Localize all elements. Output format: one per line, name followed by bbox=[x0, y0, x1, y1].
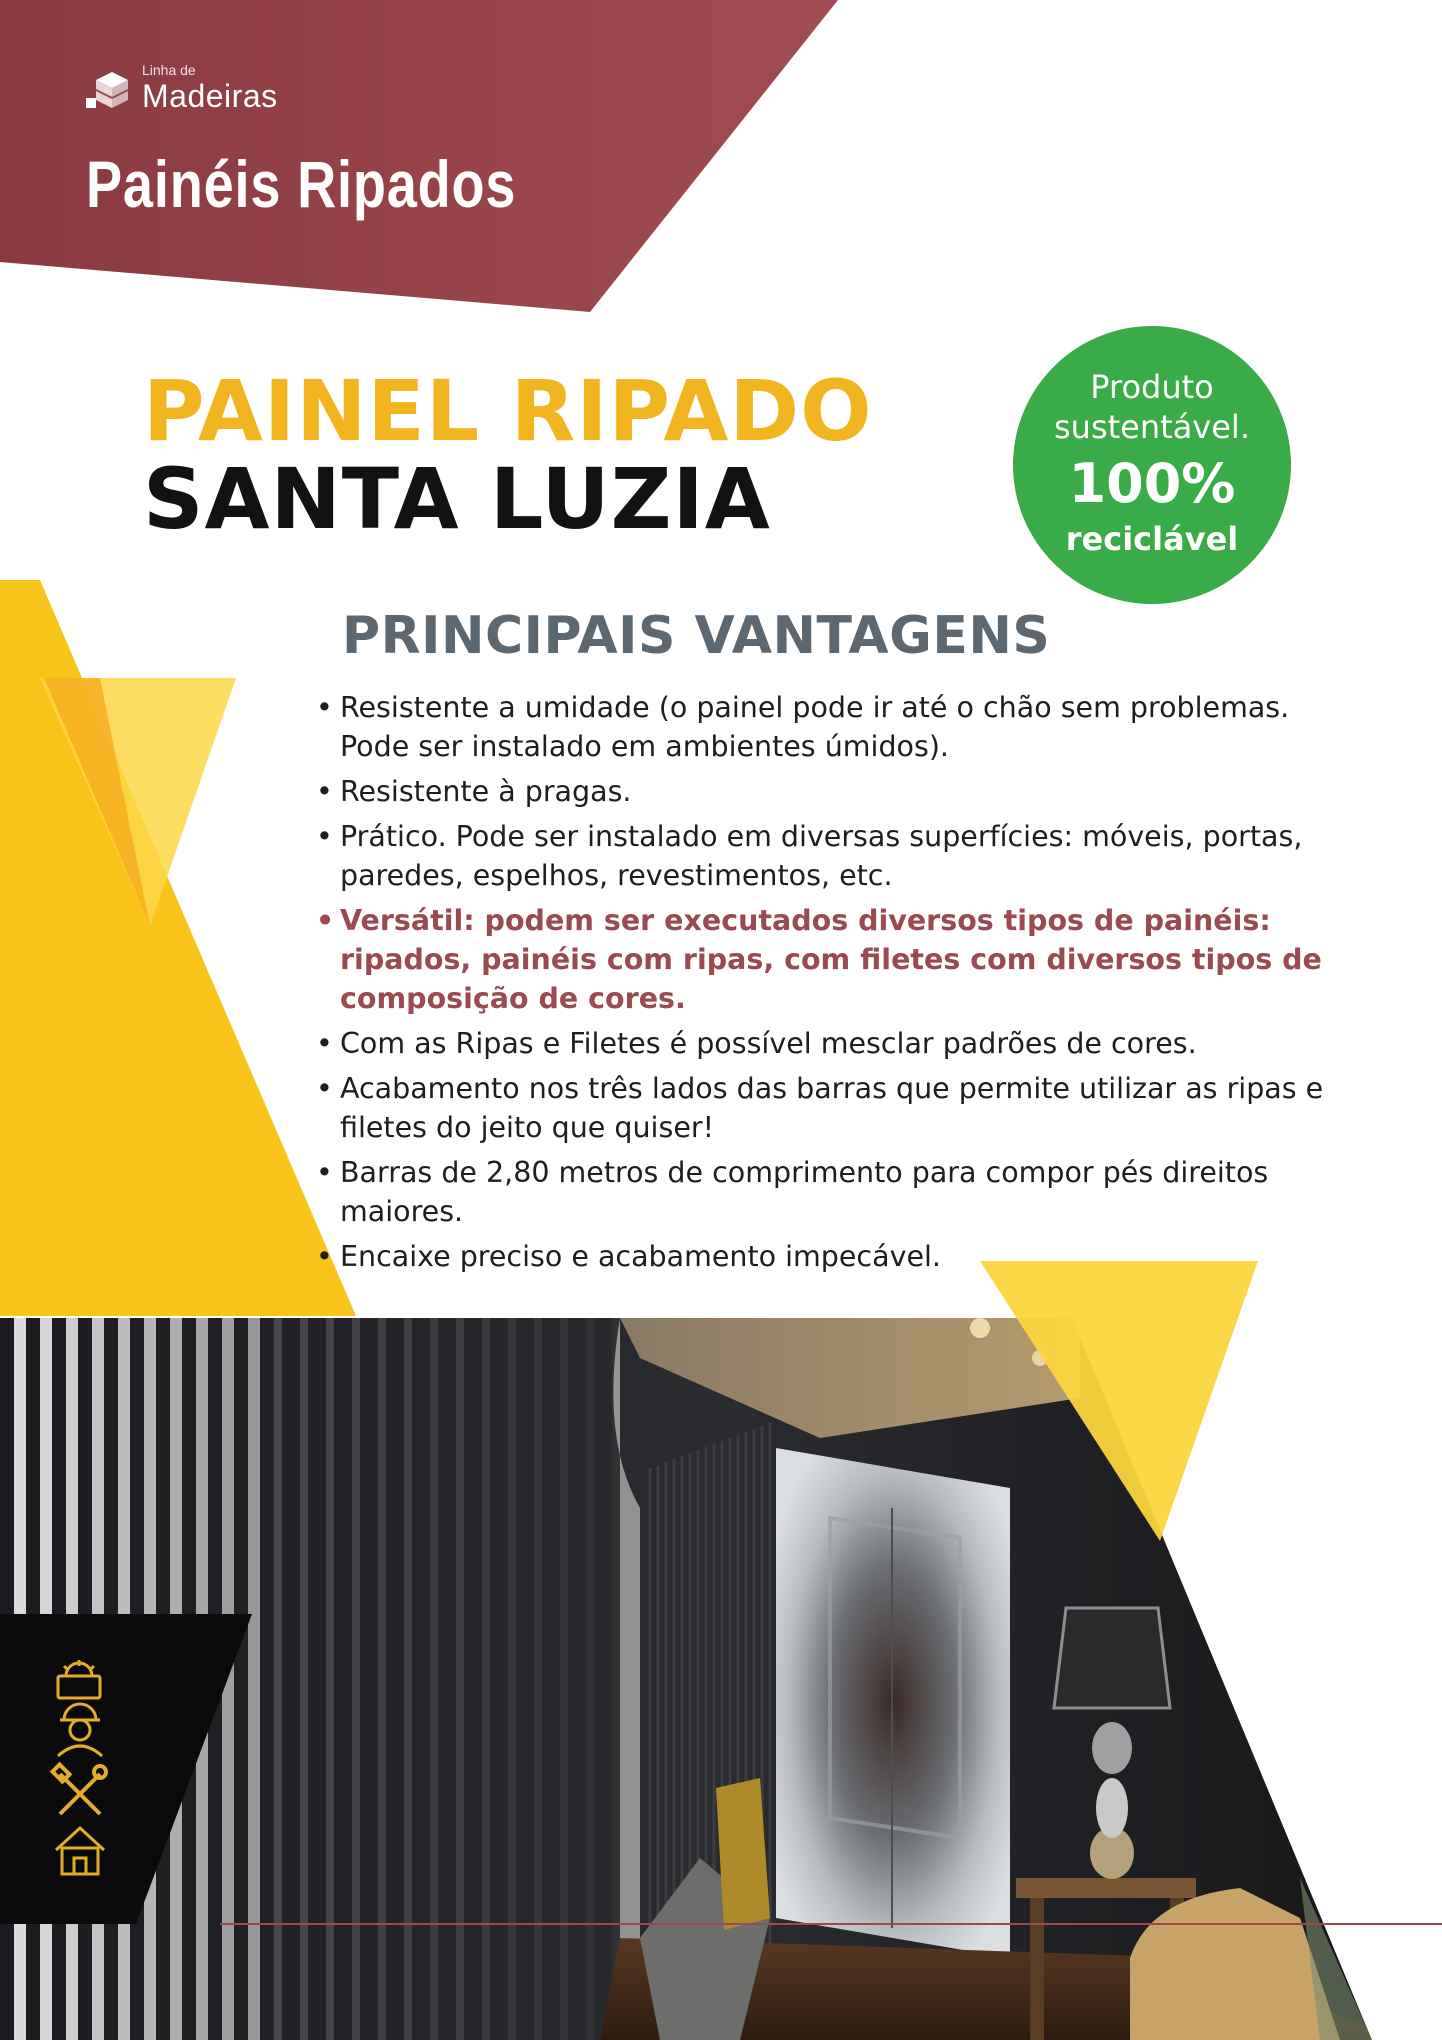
wall-slat bbox=[482, 1318, 490, 2040]
wall-slat bbox=[404, 1318, 412, 2040]
wall-slat bbox=[326, 1318, 334, 2040]
brand-name: Madeiras bbox=[142, 78, 278, 114]
badge-line1: Produto bbox=[1090, 368, 1214, 406]
wall-slat bbox=[300, 1318, 308, 2040]
wall-slat bbox=[586, 1318, 594, 2040]
badge-line4: reciclável bbox=[1065, 520, 1239, 558]
product-title-line1: PAINEL RIPADO bbox=[143, 362, 873, 460]
sustainable-badge bbox=[1013, 326, 1291, 604]
advantage-item: • Encaixe preciso e acabamento impecável. bbox=[316, 1237, 1366, 1276]
advantages-heading: PRINCIPAIS VANTAGENS bbox=[342, 606, 1051, 666]
wall-slat bbox=[378, 1318, 386, 2040]
badge-line2: sustentável. bbox=[1054, 408, 1250, 446]
advantage-item: • Barras de 2,80 metros de comprimento para compor pés direitos maiores. bbox=[316, 1153, 1366, 1231]
header-title: Painéis Ripados bbox=[86, 147, 517, 221]
wall-slat bbox=[560, 1318, 568, 2040]
advantage-item: • Resistente à pragas. bbox=[316, 772, 1366, 811]
product-title-line2: SANTA LUZIA bbox=[143, 450, 771, 548]
advantage-item: • Com as Ripas e Filetes é possível mesclar padrões de cores. bbox=[316, 1024, 1366, 1063]
decorative-yellow-triangle bbox=[980, 1255, 1260, 1545]
wall-slat bbox=[534, 1318, 542, 2040]
advantage-item: • Acabamento nos três lados das barras que permite utilizar as ripas e filetes do jeito que quiser! bbox=[316, 1069, 1366, 1147]
wood-stack-icon bbox=[86, 64, 134, 112]
badge-percent: 100% bbox=[1068, 452, 1236, 515]
wall-slat bbox=[352, 1318, 360, 2040]
advantage-item: • Resistente a umidade (o painel pode ir até o chão sem problemas. Pode ser instalado em ambientes úmidos). bbox=[316, 688, 1366, 766]
wall-slat bbox=[508, 1318, 516, 2040]
advantage-item: • Prático. Pode ser instalado em diversas superfícies: móveis, portas, paredes, espelhos, revestimentos, etc. bbox=[316, 817, 1366, 895]
service-icons-tab bbox=[0, 1614, 252, 1924]
decorative-yellow-shapes bbox=[0, 570, 360, 1330]
advantage-item-highlight: • Versátil: podem ser executados diversos tipos de painéis: ripados, painéis com ripas, com filetes com diversos tipos de composição de cores. bbox=[316, 901, 1366, 1018]
brand-logo bbox=[86, 60, 386, 120]
brand-small-text: Linha de bbox=[142, 62, 196, 78]
advantages-list bbox=[316, 688, 1366, 1282]
wall-slat bbox=[430, 1318, 438, 2040]
wall-slat bbox=[274, 1318, 282, 2040]
wall-slat bbox=[456, 1318, 464, 2040]
